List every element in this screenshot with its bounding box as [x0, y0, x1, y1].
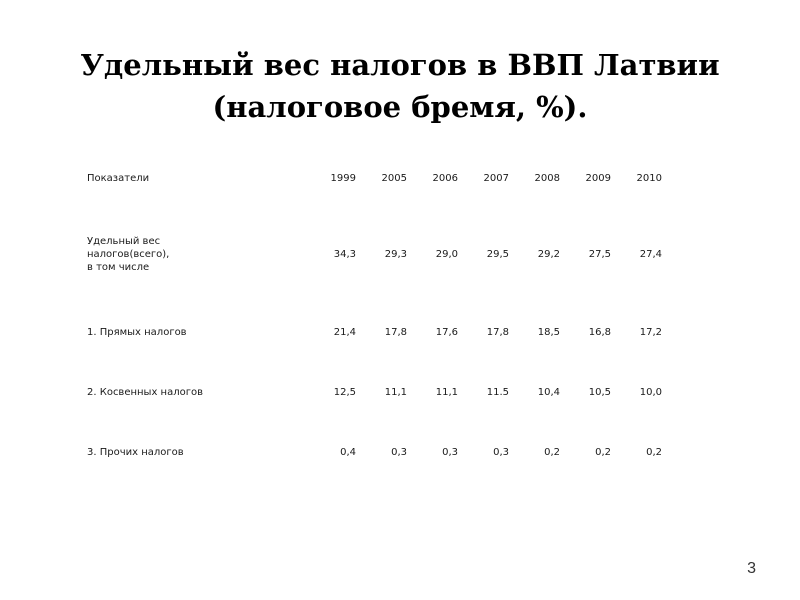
- header-year-2010: 2010: [636, 172, 662, 184]
- row-label: 2. Косвенных налогов: [87, 386, 203, 398]
- cell-2007: 17,8: [486, 326, 509, 338]
- table-row-other: [76, 422, 662, 482]
- cell-2006: 17,6: [435, 326, 458, 338]
- cell-2008: 10,4: [537, 386, 560, 398]
- cell-2010: 17,2: [639, 326, 662, 338]
- cell-2007: 11.5: [486, 386, 509, 398]
- cell-2007: 0,3: [493, 446, 509, 458]
- cell-2008: 29,2: [537, 248, 560, 260]
- header-year-2008: 2008: [534, 172, 560, 184]
- row-label: [76, 206, 305, 302]
- header-year-1999: 1999: [330, 172, 356, 184]
- row-label-line: налогов(всего),: [87, 248, 170, 260]
- row-label: 1. Прямых налогов: [87, 326, 187, 338]
- cell-1999: 0,4: [340, 446, 356, 458]
- table-row-total: [76, 206, 662, 302]
- row-label-line: в том числе: [87, 261, 150, 273]
- page-number: 3: [747, 560, 756, 577]
- header-year-2009: 2009: [585, 172, 611, 184]
- cell-2010: 0,2: [646, 446, 662, 458]
- cell-2008: 18,5: [537, 326, 560, 338]
- cell-2007: 29,5: [486, 248, 509, 260]
- row-label-line: Удельный вес: [87, 235, 161, 247]
- cell-2005: 11,1: [384, 386, 407, 398]
- slide-title-line-1: Удельный вес налогов в ВВП Латвии: [80, 48, 720, 82]
- cell-2006: 0,3: [442, 446, 458, 458]
- row-label: 3. Прочих налогов: [87, 446, 184, 458]
- cell-2010: 27,4: [639, 248, 662, 260]
- tax-burden-table: [76, 150, 662, 482]
- cell-2005: 17,8: [384, 326, 407, 338]
- cell-1999: 21,4: [333, 326, 356, 338]
- cell-2009: 16,8: [588, 326, 611, 338]
- cell-2009: 0,2: [595, 446, 611, 458]
- slide-title: [60, 44, 740, 128]
- cell-2006: 11,1: [435, 386, 458, 398]
- cell-1999: 34,3: [333, 248, 356, 260]
- cell-2005: 29,3: [384, 248, 407, 260]
- cell-2006: 29,0: [435, 248, 458, 260]
- header-year-2006: 2006: [432, 172, 458, 184]
- table-row-direct: [76, 302, 662, 362]
- cell-2008: 0,2: [544, 446, 560, 458]
- cell-2010: 10,0: [639, 386, 662, 398]
- table-row-indirect: [76, 362, 662, 422]
- cell-2005: 0,3: [391, 446, 407, 458]
- cell-2009: 27,5: [588, 248, 611, 260]
- header-year-2005: 2005: [381, 172, 407, 184]
- cell-2009: 10,5: [588, 386, 611, 398]
- cell-1999: 12,5: [333, 386, 356, 398]
- table-header-row: [76, 150, 662, 206]
- slide-title-line-2: (налоговое бремя, %).: [212, 90, 588, 124]
- header-indicators: Показатели: [87, 172, 150, 184]
- header-year-2007: 2007: [483, 172, 509, 184]
